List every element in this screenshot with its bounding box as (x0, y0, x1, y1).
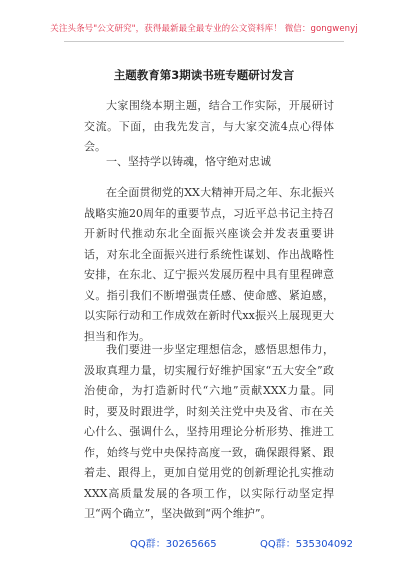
document-title: 主题教育第3期读书班专题研讨发言 (113, 68, 295, 82)
footer-qq-group-1: QQ群：30265665 (130, 539, 217, 550)
header-note: 关注头条号"公文研究"，获得最新最全最专业的公文资料库！ 微信：gongwenyj (50, 24, 358, 34)
paragraph-body: 我们要进一步坚定理想信念，感悟思想伟力，汲取真理力量，切实履行好维护国家“五大安全”政治使命，为打造新时代“六地”贡献XXX力量。同时，要及时跟进学，时刻关注党中央及省、市在关心什么、强调什么，坚持用理论分析形势、推进工作，始终与党中央保持高度一致，确保跟得紧、跟着走、跟得上，更加自觉用党的创新理论扎实推动XXX高质量发展的各项工作，以实际行动坚定捍卫“两个确立”，坚决做到“两个维护”。 (84, 343, 334, 520)
section-heading: 一、坚持学以铸魂，恪守绝对忠诚 (106, 155, 271, 168)
footer (0, 535, 408, 551)
footer-qq-group-2: QQ群：535304092 (260, 539, 354, 550)
paragraph-body: 在全面贯彻党的XX大精神开局之年、东北振兴战略实施20周年的重要节点，习近平总书记主持召开新时代推动东北全面振兴座谈会并发表重要讲话，对东北全面振兴进行系统性谋划、作出战略性安排，在东北、辽宁振兴发展历程中具有里程碑意义。指引我们不断增强责任感、使命感、紧迫感，以实际行动和工作成效在新时代xx振兴上展现更大担当和作为。 (84, 186, 334, 343)
paragraph-intro: 大家围绕本期主题，结合工作实际，开展研讨交流。下面，由我先发言，与大家交流4点心得体会。 (84, 99, 334, 153)
header-divider (64, 41, 344, 42)
